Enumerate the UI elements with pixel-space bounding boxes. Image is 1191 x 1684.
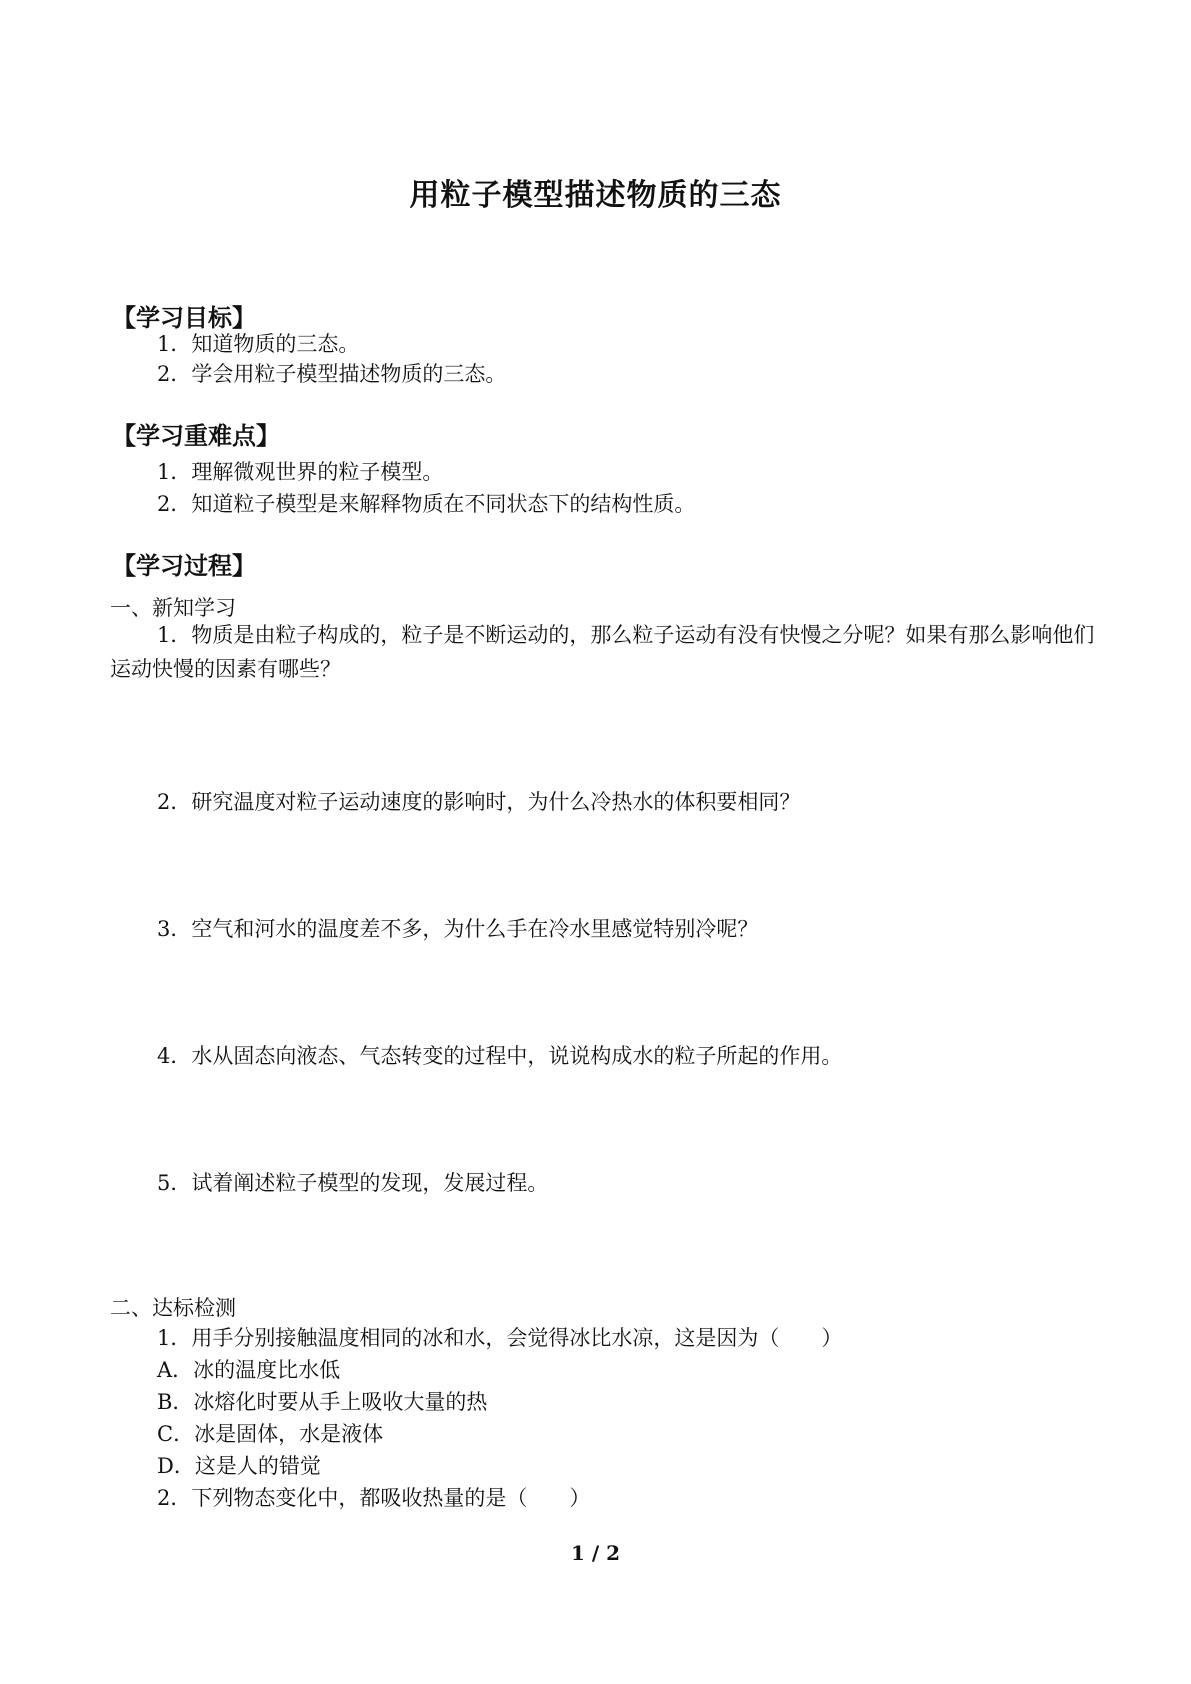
answer-option: A．冰的温度比水低 [157,1358,341,1382]
question-item: 4．水从固态向液态、气态转变的过程中，说说构成水的粒子所起的作用。 [157,1044,843,1068]
key-point-item: 2．知道粒子模型是来解释物质在不同状态下的结构性质。 [157,492,696,516]
answer-option: C．冰是固体，水是液体 [157,1422,384,1446]
section-heading-goals: 【学习目标】 [112,304,256,332]
key-point-item: 1．理解微观世界的粒子模型。 [157,460,444,484]
section-heading-key-points: 【学习重难点】 [112,422,280,450]
test-question: 2．下列物态变化中，都吸收热量的是（ ） [157,1486,591,1510]
section-heading-process: 【学习过程】 [112,552,256,580]
goal-item: 2．学会用粒子模型描述物质的三态。 [157,362,507,386]
question-item: 2．研究温度对粒子运动速度的影响时，为什么冷热水的体积要相同？ [157,790,801,814]
test-question: 1．用手分别接触温度相同的冰和水，会觉得冰比水凉，这是因为（ ） [157,1326,843,1350]
part-label-assessment: 二、达标检测 [110,1296,236,1320]
part-label-new-knowledge: 一、新知学习 [110,596,236,620]
page-title: 用粒子模型描述物质的三态 [409,178,782,213]
goal-item: 1．知道物质的三态。 [157,332,360,356]
question-item: 5．试着阐述粒子模型的发现，发展过程。 [157,1171,549,1195]
answer-option: B．冰熔化时要从手上吸收大量的热 [157,1390,488,1414]
page-number: 1 / 2 [570,1541,621,1565]
question-item: 1．物质是由粒子构成的，粒子是不断运动的，那么粒子运动有没有快慢之分呢？如果有那么影响他们运动快慢的因素有哪些？ [110,623,1095,681]
answer-option: D．这是人的错觉 [157,1454,321,1478]
question-item: 3．空气和河水的温度差不多，为什么手在冷水里感觉特别冷呢？ [157,917,759,941]
